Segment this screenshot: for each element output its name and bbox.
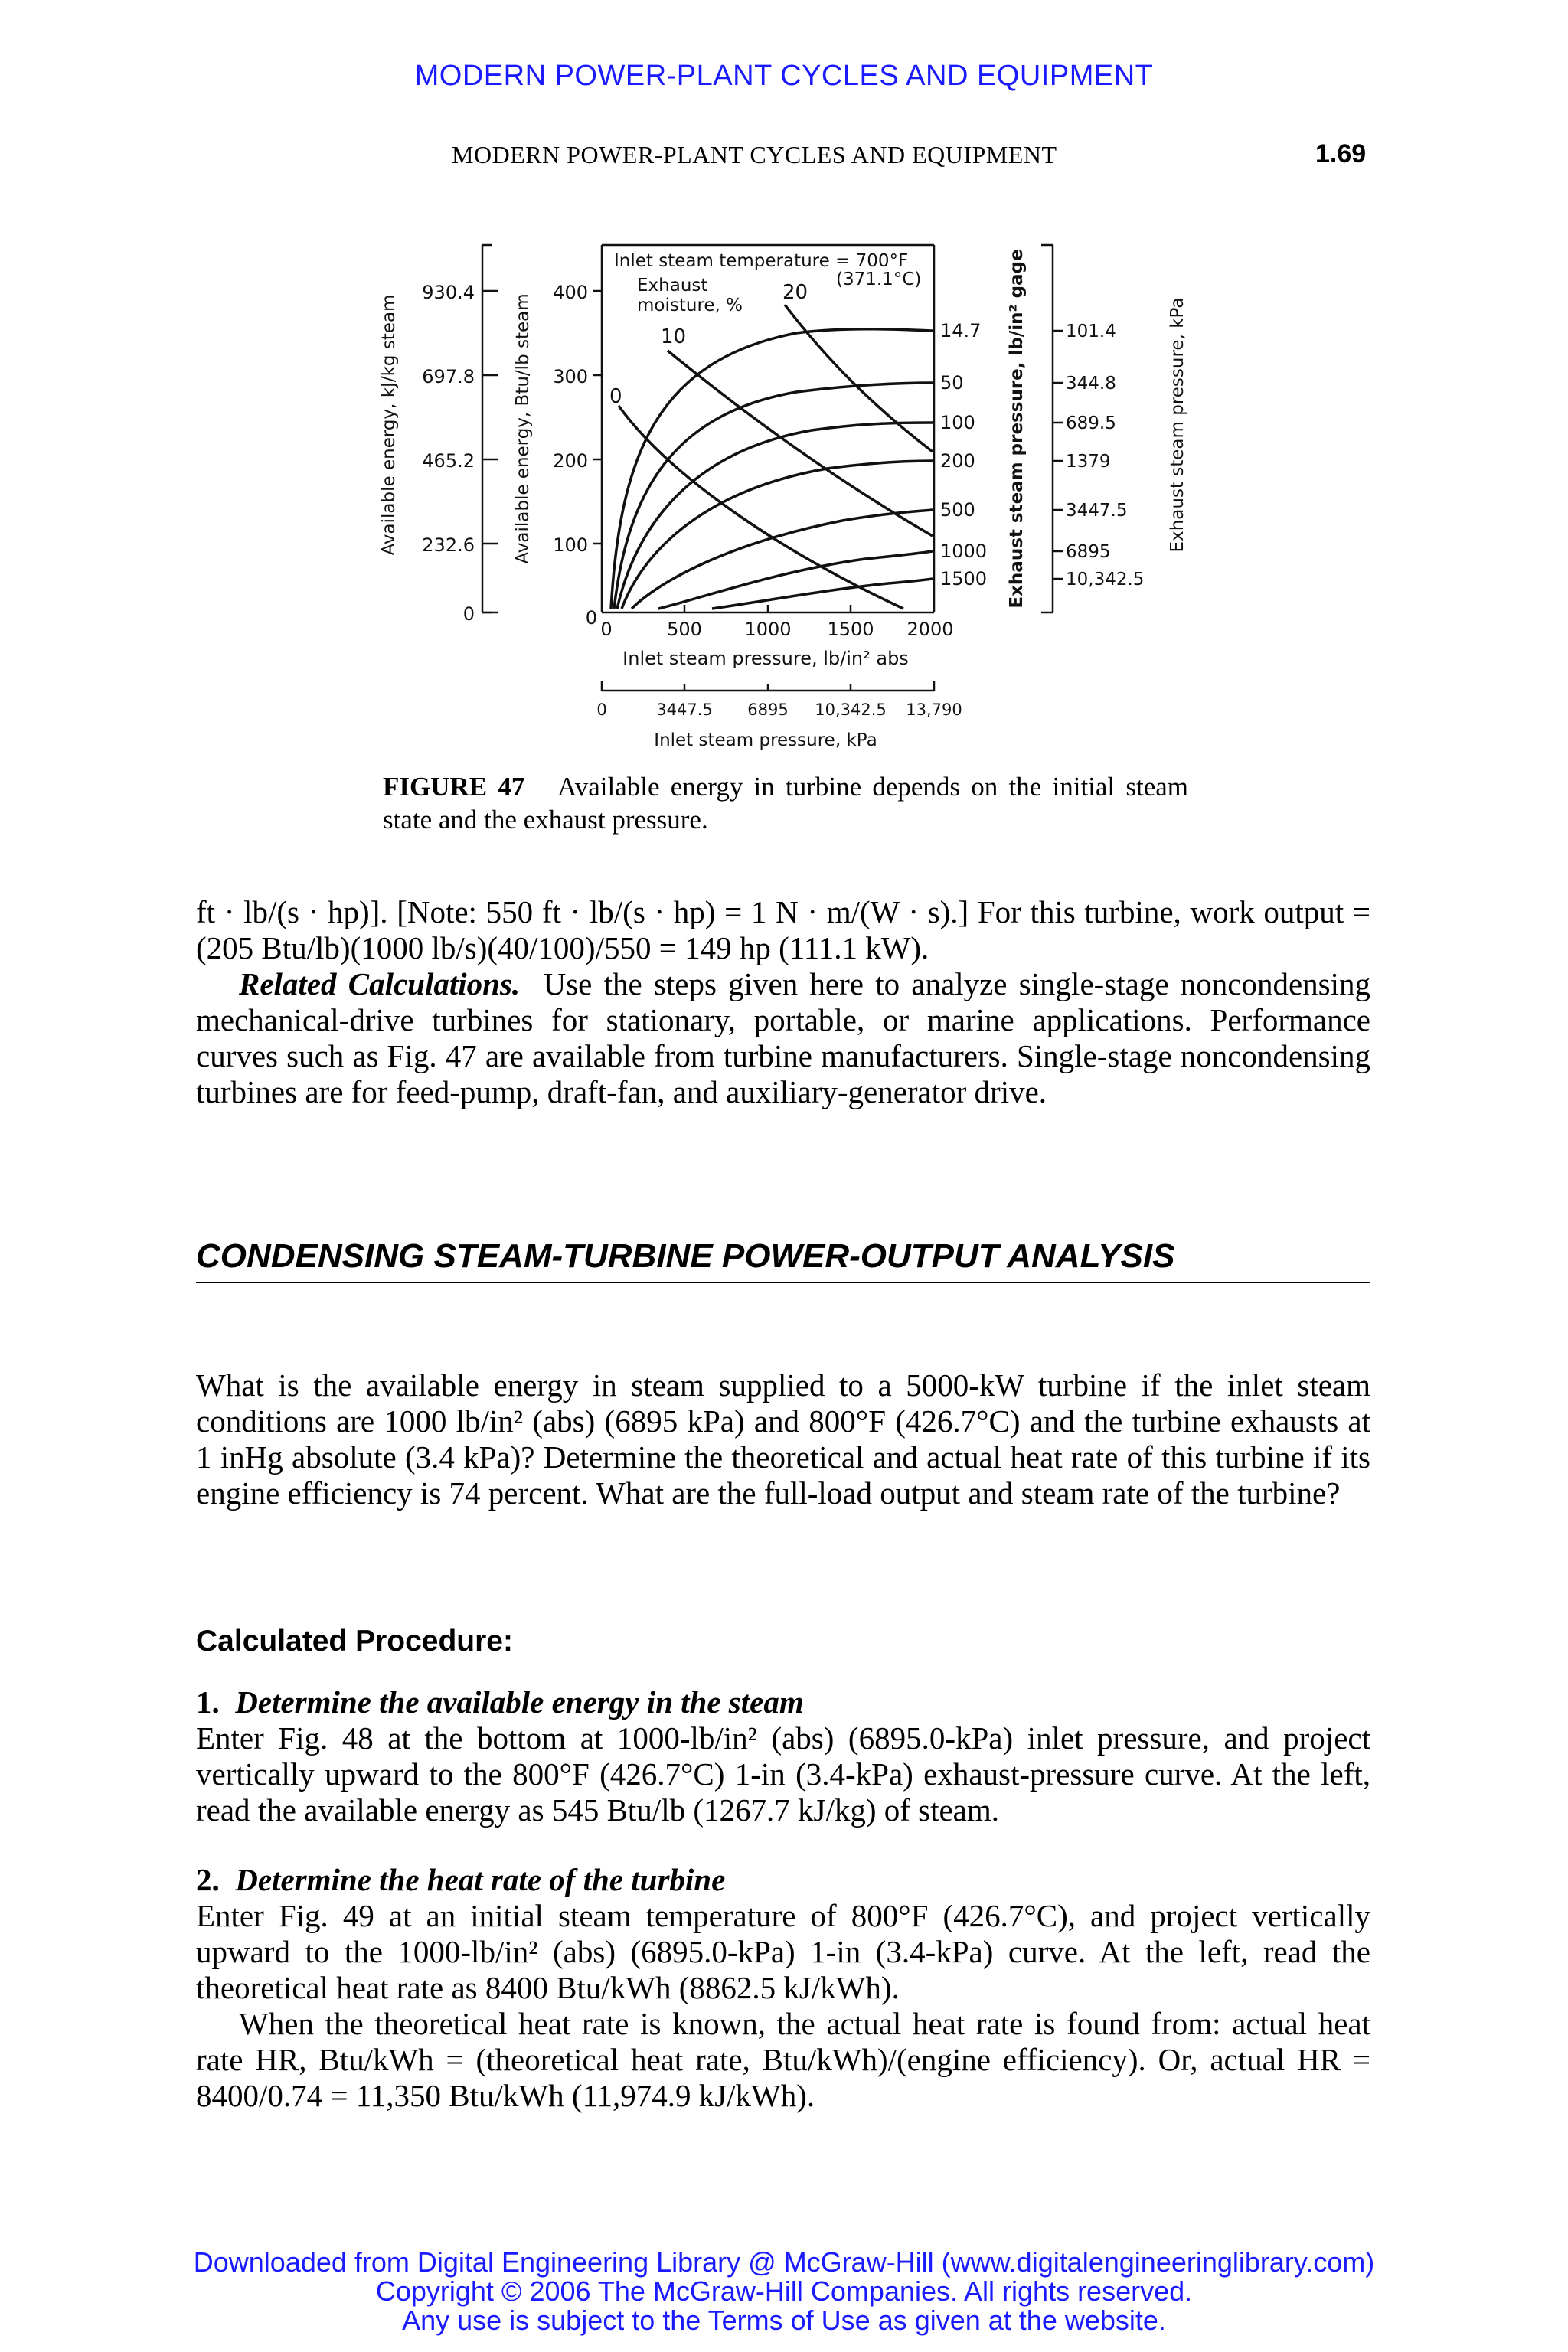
exhaust-kpa-axis-label: Exhaust steam pressure, kPa	[1168, 297, 1187, 553]
btu-tick-400: 400	[553, 282, 588, 303]
footer-copyright-line: Copyright © 2006 The McGraw-Hill Companies. All rights reserved.	[375, 2275, 1193, 2307]
moisture-20: 20	[782, 281, 808, 304]
paragraph-related-calculations	[196, 966, 1370, 1110]
page-number: 1.69	[1315, 139, 1367, 168]
footer-terms-line[interactable]: Any use is subject to the Terms of Use as given at the website.	[402, 2305, 1166, 2336]
curve-50	[614, 383, 933, 609]
btu-tick-200: 200	[553, 450, 588, 472]
moisture-label-2: moisture, %	[637, 296, 743, 315]
exhaust-kpa-10342: 10,342.5	[1066, 570, 1145, 590]
figure-title-line2: (371.1°C)	[836, 270, 922, 289]
x2-tick-10342: 10,342.5	[815, 701, 887, 719]
exhaust-psi-axis-label: Exhaust steam pressure, lb/in² gage	[1007, 249, 1027, 609]
x-tick-1500: 1500	[827, 619, 874, 640]
kj-axis-label: Available energy, kJ/kg steam	[379, 294, 399, 556]
x2-tick-0: 0	[596, 701, 607, 719]
step-2-text-1: Enter Fig. 49 at an initial steam temperature of 800°F (426.7°C), and project vertically upward to the 1000-lb/in² (abs) (6895.0-kPa) 1-in (3.4-kPa) curve. At the left, read the theoretical heat rate as 8400 Btu/kWh (8862.5 kJ/kWh).	[196, 1898, 1370, 2005]
exhaust-psi-14-7: 14.7	[940, 320, 982, 341]
source-banner: MODERN POWER-PLANT CYCLES AND EQUIPMENT	[414, 60, 1154, 92]
step-2-heading	[196, 1862, 1370, 1898]
kj-tick-930: 930.4	[422, 282, 475, 303]
moisture-line-10	[668, 351, 933, 536]
exhaust-psi-100: 100	[940, 412, 975, 433]
step-1-heading	[196, 1684, 1370, 1720]
moisture-line-20	[785, 305, 933, 452]
kj-tick-0: 0	[462, 603, 475, 625]
step-2-text-2: When the theoretical heat rate is known, the actual heat rate is found from: actual heat rate HR, Btu/kWh = (theoretical heat rate, Btu/kWh)/(engine efficiency). Or, actual HR = 8400/0.74 = 11,350 Btu/kWh (11,974.9 kJ/kWh).	[196, 2006, 1370, 2113]
kj-tick-697: 697.8	[422, 366, 475, 387]
x2-tick-13790: 13,790	[906, 701, 962, 719]
moisture-label-1: Exhaust	[637, 276, 708, 296]
kj-tick-465: 465.2	[422, 450, 475, 472]
x2-axis-label: Inlet steam pressure, kPa	[654, 730, 877, 750]
x-tick-2000: 2000	[906, 619, 954, 640]
step-2-number: 2.	[196, 1862, 220, 1897]
step-1-title: Determine the available energy in the steam	[235, 1684, 804, 1720]
section-title: CONDENSING STEAM-TURBINE POWER-OUTPUT ANALYSIS	[196, 1237, 1370, 1283]
x-tick-0: 0	[600, 619, 612, 640]
figure-caption	[383, 770, 1188, 836]
exhaust-kpa-1379: 1379	[1066, 452, 1111, 472]
btu-tick-0: 0	[585, 607, 597, 629]
figure-title-line1: Inlet steam temperature = 700°F	[614, 251, 909, 271]
x-tick-1000: 1000	[744, 619, 792, 640]
step-2-title: Determine the heat rate of the turbine	[235, 1862, 726, 1897]
btu-axis-label: Available energy, Btu/lb steam	[513, 293, 533, 564]
step-1	[196, 1684, 1370, 1828]
figure-caption-text: Available energy in turbine depends on the initial steam state and the exhaust pressure.	[383, 772, 1189, 835]
btu-tick-300: 300	[553, 366, 588, 387]
step-2	[196, 1862, 1370, 2114]
exhaust-kpa-3447: 3447.5	[1066, 501, 1128, 521]
figure-caption-label: FIGURE 47	[383, 772, 525, 802]
exhaust-psi-1000: 1000	[940, 541, 988, 562]
exhaust-kpa-6895: 6895	[1066, 542, 1111, 562]
btu-tick-100: 100	[553, 534, 588, 556]
kj-tick-232: 232.6	[422, 534, 475, 556]
related-calculations-text: Use the steps given here to analyze single-stage noncondensing mechanical-drive turbines for stationary, portable, or marine applications. Performance curves such as Fig. 47 are available from turbine manufacturers. Single-stage noncondensing turbines are for feed-pump, draft-fan, and auxiliary-generator drive.	[196, 966, 1370, 1109]
exhaust-kpa-689: 689.5	[1066, 413, 1116, 433]
x-axis-label: Inlet steam pressure, lb/in² abs	[622, 648, 909, 669]
x2-tick-6895: 6895	[747, 701, 789, 719]
procedure-heading: Calculated Procedure:	[196, 1625, 513, 1658]
moisture-line-0	[619, 406, 903, 609]
footer-download-line[interactable]: Downloaded from Digital Engineering Library @ McGraw-Hill (www.digitalengineeringlibrary.com)	[193, 2246, 1375, 2278]
step-1-number: 1.	[196, 1684, 220, 1720]
exhaust-psi-200: 200	[940, 450, 975, 472]
curve-1000	[658, 551, 933, 609]
paragraph-work-output: ft · lb/(s · hp)]. [Note: 550 ft · lb/(s · hp) = 1 N · m/(W · s).] For this turbine, work output = (205 Btu/lb)(1000 lb/s)(40/100)/550 = 149 hp (111.1 kW).	[196, 894, 1370, 965]
curve-200	[622, 461, 933, 609]
x-tick-500: 500	[667, 619, 702, 640]
related-calculations-lead: Related Calculations.	[239, 966, 521, 1001]
exhaust-kpa-344: 344.8	[1066, 374, 1116, 394]
exhaust-psi-1500: 1500	[940, 568, 988, 590]
step-1-text: Enter Fig. 48 at the bottom at 1000-lb/in² (abs) (6895.0-kPa) inlet pressure, and project vertically upward to the 800°F (426.7°C) 1-in (3.4-kPa) exhaust-pressure curve. At the left, read the available energy as 545 Btu/lb (1267.7 kJ/kg) of steam.	[196, 1720, 1370, 1828]
moisture-0: 0	[609, 385, 622, 408]
exhaust-psi-50: 50	[940, 372, 964, 394]
exhaust-kpa-101: 101.4	[1066, 322, 1116, 341]
running-head-title: MODERN POWER-PLANT CYCLES AND EQUIPMENT	[452, 141, 1057, 168]
problem-statement: What is the available energy in steam supplied to a 5000-kW turbine if the inlet steam conditions are 1000 lb/in² (abs) (6895 kPa) and 800°F (426.7°C) and the turbine exhausts at 1 inHg absolute (3.4 kPa)? Determine the theoretical and actual heat rate of this turbine if its engine efficiency is 74 percent. What are the full-load output and steam rate of the turbine?	[196, 1367, 1370, 1511]
exhaust-psi-500: 500	[940, 499, 975, 521]
x2-tick-3447: 3447.5	[656, 701, 713, 719]
moisture-10: 10	[661, 325, 687, 348]
curve-500	[632, 510, 933, 609]
figure-47-chart	[368, 222, 1210, 773]
